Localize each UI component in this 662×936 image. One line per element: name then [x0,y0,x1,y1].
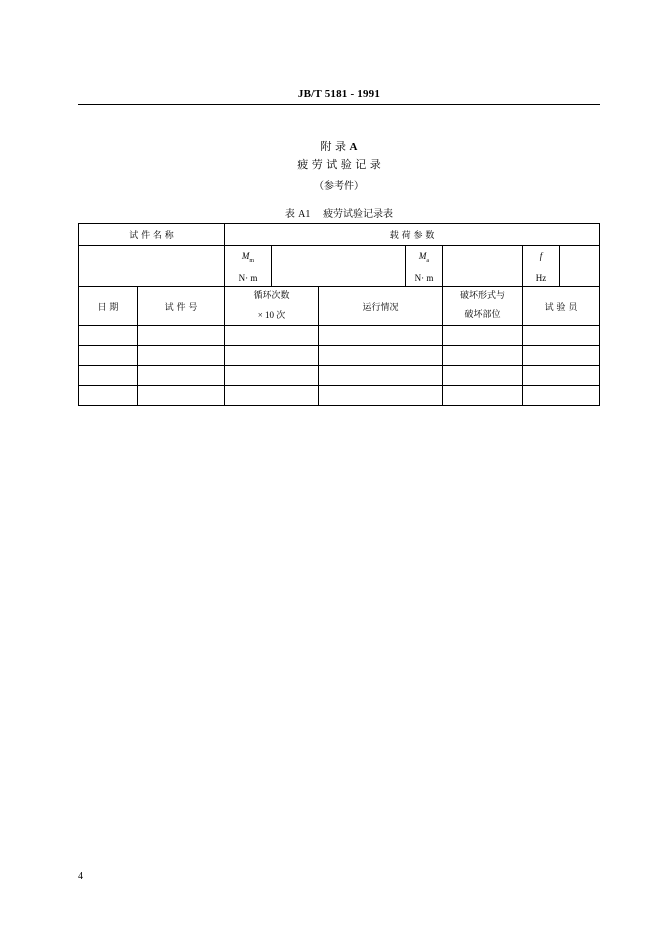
table-row [79,346,600,366]
table-row [79,386,600,406]
fatigue-record-table [78,223,600,406]
param-frequency [523,246,560,287]
cell-failure[interactable] [443,386,523,406]
appendix-letter: A [349,141,358,153]
param-symbol: M [418,251,427,261]
cell-operation[interactable] [319,326,443,346]
col-cycles [225,287,319,326]
appendix-note: （参考件） [314,181,364,192]
appendix-title: 疲 劳 试 验 记 录 [297,158,381,171]
table-row [79,366,600,386]
param-unit: N· m [238,273,258,283]
page-number: 4 [78,871,83,882]
param-amplitude-moment-value[interactable] [443,246,523,287]
param-unit: Hz [535,273,547,283]
col-failure-line1: 破坏形式与 [459,291,505,301]
col-cycles-line1: 循环次数 [253,291,290,301]
cell-cycles[interactable] [225,366,319,386]
table-caption-prefix: 表 [284,209,295,220]
document-header [78,88,600,100]
col-specimen-no: 试 件 号 [138,287,225,326]
cell-date[interactable] [79,346,138,366]
cell-date[interactable] [79,366,138,386]
cell-operation[interactable] [319,366,443,386]
table-row [79,326,600,346]
cell-tester[interactable] [523,326,600,346]
cell-tester[interactable] [523,366,600,386]
cell-specimen-no[interactable] [138,366,225,386]
load-params-header: 载 荷 参 数 [225,224,600,246]
cell-specimen-no[interactable] [138,386,225,406]
cell-specimen-no[interactable] [138,346,225,366]
col-date: 日 期 [79,287,138,326]
specimen-name-value[interactable] [79,246,225,287]
cell-date[interactable] [79,386,138,406]
col-cycles-line2: × 10 次 [257,310,286,320]
cell-tester[interactable] [523,386,600,406]
param-mean-moment [225,246,272,287]
col-failure-line2: 破坏部位 [464,310,501,320]
param-symbol: M [241,251,250,261]
specimen-name-header: 试 件 名 称 [79,224,225,246]
table-caption [78,205,600,220]
param-frequency-value[interactable] [560,246,600,287]
appendix-label: 附 录 [320,140,347,153]
col-operation: 运行情况 [319,287,443,326]
appendix-heading [78,138,600,154]
param-subscript: a [426,257,430,264]
col-failure [443,287,523,326]
table-caption-id: A1 [298,209,311,220]
standard-number: JB/T 5181 - 1991 [297,88,381,100]
cell-operation[interactable] [319,346,443,366]
param-amplitude-moment [406,246,443,287]
cell-tester[interactable] [523,346,600,366]
cell-failure[interactable] [443,346,523,366]
cell-date[interactable] [79,326,138,346]
param-mean-moment-value[interactable] [272,246,406,287]
col-tester: 试 验 员 [523,287,600,326]
param-subscript: m [249,257,255,264]
cell-failure[interactable] [443,326,523,346]
table-caption-title: 疲劳试验记录表 [323,209,394,220]
cell-operation[interactable] [319,386,443,406]
cell-cycles[interactable] [225,346,319,366]
cell-cycles[interactable] [225,386,319,406]
cell-failure[interactable] [443,366,523,386]
param-symbol: f [539,251,543,261]
header-rule [78,104,600,105]
cell-specimen-no[interactable] [138,326,225,346]
param-unit: N· m [414,273,434,283]
cell-cycles[interactable] [225,326,319,346]
